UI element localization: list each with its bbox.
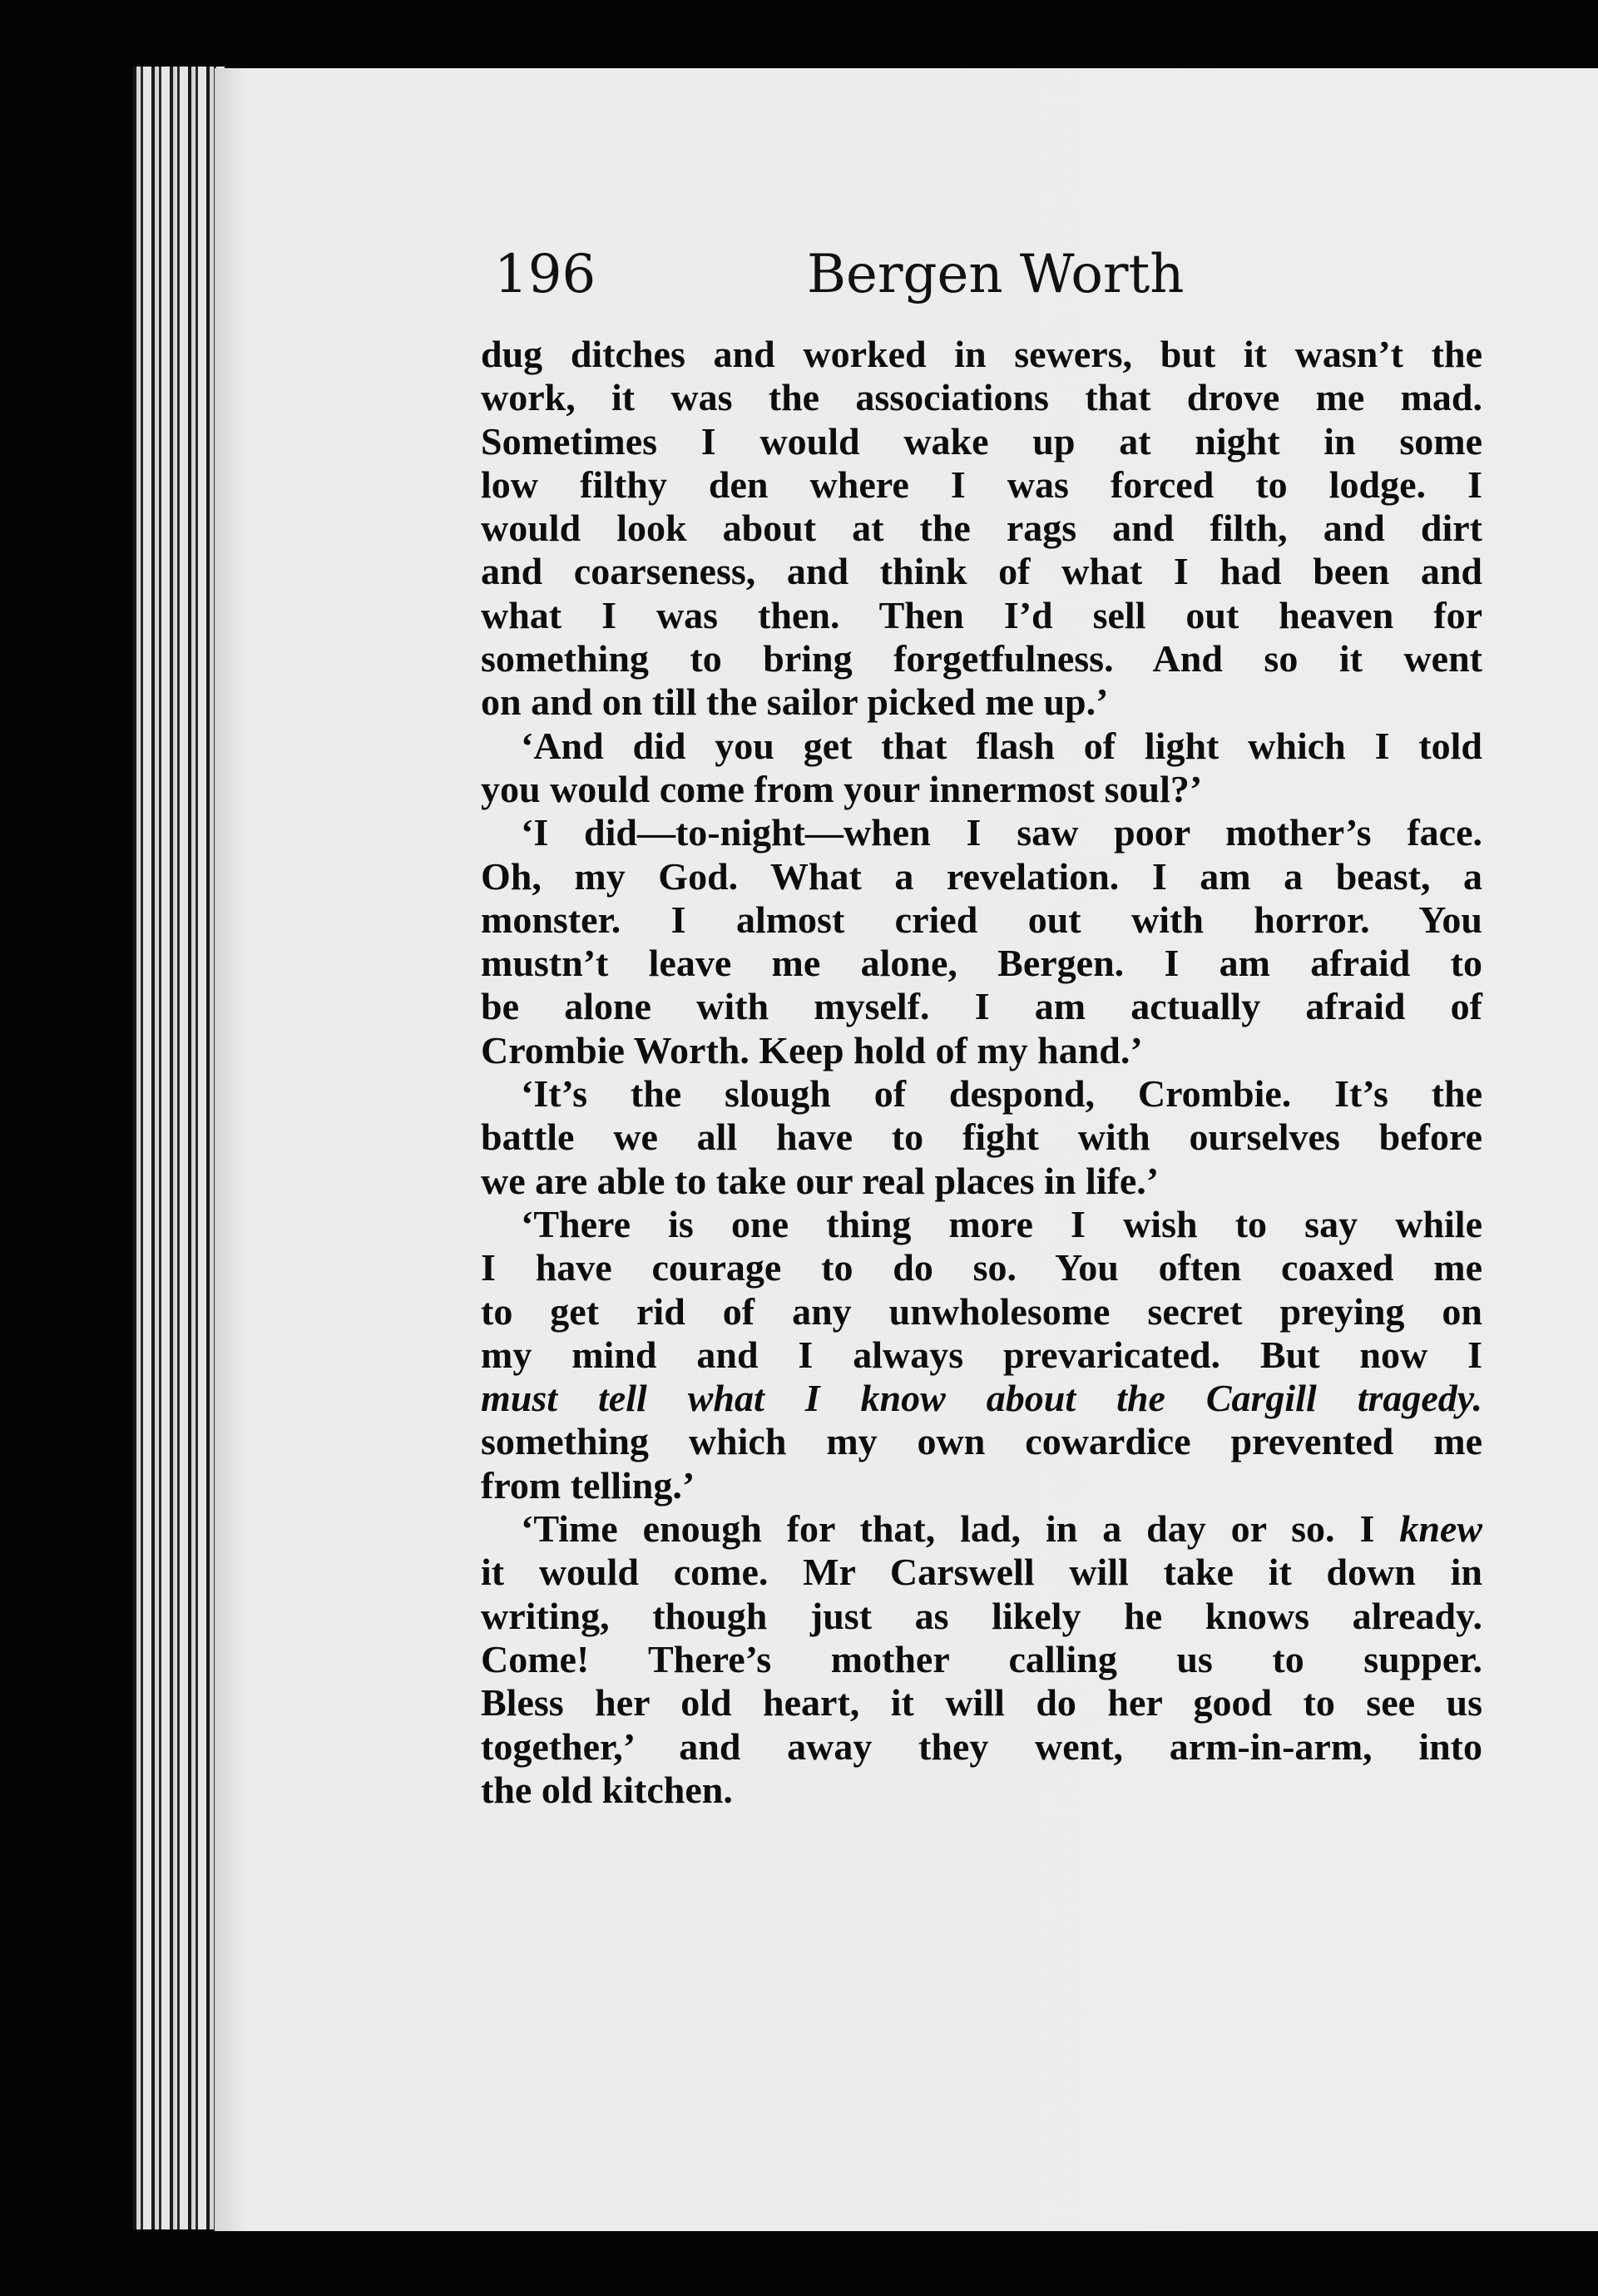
text-line-roman: Oh, my God. What a revelation. I am a beast, a <box>481 854 1482 898</box>
text-line-roman: low filthy den where I was forced to lodge. I <box>481 463 1482 506</box>
text-line <box>481 1725 1482 1769</box>
text-line-roman: ‘There is one thing more I wish to say while <box>521 1202 1482 1245</box>
text-line-roman: Crombie Worth. Keep hold of my hand.’ <box>481 1028 1143 1071</box>
text-line <box>481 1507 1482 1551</box>
text-line-roman: mustn’t leave me alone, Bergen. I am afraid to <box>481 942 1482 985</box>
text-line <box>481 1072 1482 1116</box>
text-line <box>481 1595 1482 1638</box>
text-line-roman: ‘Time enough for that, lad, in a day or so. I <box>521 1507 1400 1551</box>
text-line <box>481 1029 1482 1072</box>
text-line <box>481 507 1482 550</box>
text-line <box>481 1638 1482 1681</box>
text-line <box>481 1116 1482 1159</box>
text-line-roman: on and on till the sailor picked me up.’ <box>481 680 1109 724</box>
text-line <box>481 420 1482 463</box>
text-line <box>481 768 1482 811</box>
text-line-roman: ‘It’s the slough of despond, Crombie. It’s the <box>521 1072 1482 1116</box>
text-line <box>481 463 1482 507</box>
text-line <box>481 550 1482 593</box>
text-line <box>481 855 1482 898</box>
text-line-roman: it would come. Mr Carswell will take it down in <box>481 1551 1482 1594</box>
text-line-roman: writing, though just as likely he knows already. <box>481 1594 1482 1637</box>
text-line <box>481 1420 1482 1463</box>
text-line-roman: what I was then. Then I’d sell out heaven for <box>481 593 1482 636</box>
text-line-roman: something to bring forgetfulness. And so it went <box>481 637 1482 680</box>
text-line <box>481 680 1482 724</box>
page-edges <box>133 67 225 2229</box>
text-line-roman: ‘And did you get that flash of light which I told <box>521 724 1482 767</box>
text-line <box>481 898 1482 942</box>
text-line-roman: be alone with myself. I am actually afraid of <box>481 985 1482 1028</box>
text-line-roman: and coarseness, and think of what I had been and <box>481 550 1482 593</box>
text-line-roman: my mind and I always prevaricated. But now I <box>481 1333 1482 1376</box>
text-line-roman: together,’ and away they went, arm-in-arm, into <box>481 1724 1482 1768</box>
text-line-roman: the old kitchen. <box>481 1768 733 1811</box>
text-line-italic: knew <box>1399 1507 1482 1551</box>
text-line <box>481 637 1482 680</box>
text-line <box>481 1681 1482 1724</box>
text-line <box>481 985 1482 1028</box>
text-line <box>481 1464 1482 1507</box>
text-line <box>481 594 1482 637</box>
page-number: 196 <box>494 244 596 305</box>
text-line-roman: Come! There’s mother calling us to supper. <box>481 1637 1482 1680</box>
text-line-roman: from telling.’ <box>481 1463 695 1507</box>
text-line <box>481 1290 1482 1334</box>
text-line <box>481 725 1482 768</box>
text-line-roman: ‘I did—to-night—when I saw poor mother’s face. <box>521 811 1482 854</box>
text-line-roman: Bless her old heart, it will do her good to see us <box>481 1681 1482 1724</box>
text-line-roman: would look about at the rags and filth, and dirt <box>481 507 1482 550</box>
text-line-roman: I have courage to do so. You often coaxed me <box>481 1246 1482 1289</box>
book-title: Bergen Worth <box>807 244 1185 305</box>
text-line-roman: Sometimes I would wake up at night in some <box>481 419 1482 463</box>
text-line <box>481 942 1482 985</box>
text-line-roman: monster. I almost cried out with horror. You <box>481 898 1482 941</box>
text-line <box>481 1246 1482 1289</box>
text-line <box>481 1769 1482 1812</box>
text-line <box>481 333 1482 376</box>
text-line <box>481 1160 1482 1203</box>
text-line-roman: to get rid of any unwholesome secret preying on <box>481 1289 1482 1333</box>
text-line <box>481 1334 1482 1377</box>
text-line <box>481 1377 1482 1420</box>
running-head <box>494 241 1497 308</box>
text-line-roman: work, it was the associations that drove me mad. <box>481 376 1482 419</box>
text-line-roman: we are able to take our real places in life.’ <box>481 1159 1160 1202</box>
text-line-roman: dug ditches and worked in sewers, but it wasn’t the <box>481 333 1482 375</box>
body-text <box>481 333 1482 1812</box>
text-line <box>481 811 1482 854</box>
text-line-italic: must tell what I know about the Cargill tragedy. <box>481 1377 1482 1420</box>
text-line-roman: you would come from your innermost soul?’ <box>481 767 1203 810</box>
text-line <box>481 1551 1482 1594</box>
text-line <box>481 376 1482 419</box>
text-line-roman: battle we all have to fight with ourselves before <box>481 1116 1482 1159</box>
text-line <box>481 1203 1482 1246</box>
text-line-roman: something which my own cowardice prevented me <box>481 1420 1482 1463</box>
